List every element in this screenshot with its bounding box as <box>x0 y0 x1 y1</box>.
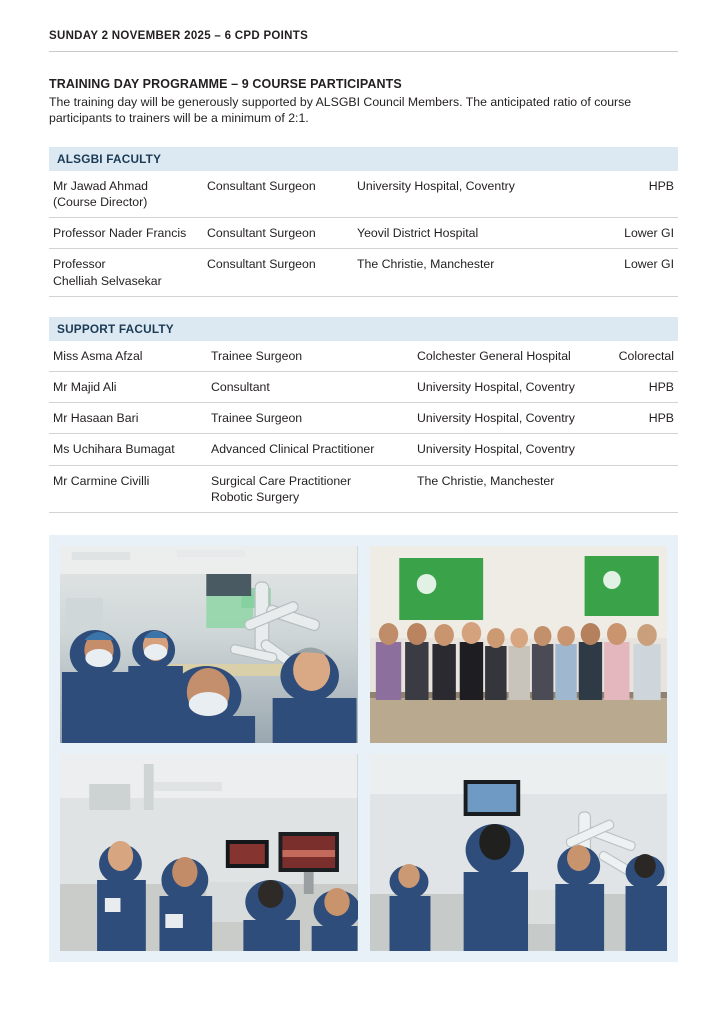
faculty-role: Consultant Surgeon <box>207 218 357 249</box>
section-header-support-faculty <box>49 317 678 341</box>
photo-grid <box>60 546 667 951</box>
table-row <box>49 434 678 465</box>
section-header-alsgbi-faculty <box>49 147 678 171</box>
section-title: SUPPORT FACULTY <box>57 321 174 336</box>
faculty-name-line2: (Course Director) <box>53 195 148 210</box>
faculty-role-line2: Robotic Surgery <box>211 489 300 504</box>
alsgbi-faculty-table <box>49 171 678 297</box>
faculty-speciality: HPB <box>612 171 678 218</box>
support-faculty-table <box>49 341 678 513</box>
programme-title: TRAINING DAY PROGRAMME – 9 COURSE PARTICIPANTS <box>49 77 402 91</box>
section-title: ALSGBI FACULTY <box>57 151 162 166</box>
faculty-name-line1: Professor <box>53 257 106 272</box>
photo-robotic-theatre-team-image <box>60 546 358 743</box>
page-content <box>49 30 678 962</box>
faculty-role: Consultant <box>211 372 417 403</box>
faculty-speciality <box>617 465 678 512</box>
faculty-role: Advanced Clinical Practitioner <box>211 434 417 465</box>
faculty-speciality: Lower GI <box>612 218 678 249</box>
table-row <box>49 372 678 403</box>
faculty-role <box>211 465 417 512</box>
faculty-role: Trainee Surgeon <box>211 341 417 372</box>
programme-description: The training day will be generously supported by ALSGBI Council Members. The anticipated ratio of course participants to trainers will be a minimum of 2:1. <box>49 95 632 126</box>
faculty-name: Mr Hasaan Bari <box>49 403 211 434</box>
table-row <box>49 218 678 249</box>
photo-theatre-robotic-image <box>370 754 668 951</box>
table-row <box>49 341 678 372</box>
photo-theatre-robotic-simulation <box>370 754 668 951</box>
table-row <box>49 465 678 512</box>
photo-group-delegates-green-backdrop <box>370 546 668 743</box>
faculty-institution: Colchester General Hospital <box>417 341 617 372</box>
faculty-role: Consultant Surgeon <box>207 249 357 296</box>
photo-group-delegates-image <box>370 546 668 743</box>
photo-training-room-console-screen <box>60 754 358 951</box>
faculty-name-line1: Professor Nader Francis <box>53 226 187 241</box>
faculty-institution: University Hospital, Coventry <box>357 171 612 218</box>
faculty-role: Consultant Surgeon <box>207 171 357 218</box>
faculty-institution: University Hospital, Coventry <box>417 403 617 434</box>
faculty-name <box>49 171 207 218</box>
faculty-speciality <box>617 434 678 465</box>
table-row <box>49 249 678 296</box>
faculty-name-line2: Chelliah Selvasekar <box>53 273 162 288</box>
faculty-name: Miss Asma Afzal <box>49 341 211 372</box>
faculty-institution: University Hospital, Coventry <box>417 372 617 403</box>
faculty-name: Mr Carmine Civilli <box>49 465 211 512</box>
table-row <box>49 403 678 434</box>
faculty-speciality: HPB <box>617 403 678 434</box>
faculty-speciality: Lower GI <box>612 249 678 296</box>
faculty-role: Trainee Surgeon <box>211 403 417 434</box>
table-row <box>49 171 678 218</box>
faculty-name: Ms Uchihara Bumagat <box>49 434 211 465</box>
faculty-institution: University Hospital, Coventry <box>417 434 617 465</box>
photo-gallery <box>49 535 678 962</box>
faculty-speciality: HPB <box>617 372 678 403</box>
faculty-role-line1: Surgical Care Practitioner <box>211 473 352 488</box>
faculty-name <box>49 218 207 249</box>
faculty-institution: Yeovil District Hospital <box>357 218 612 249</box>
faculty-name: Mr Majid Ali <box>49 372 211 403</box>
intro-block <box>49 77 678 127</box>
faculty-speciality: Colorectal <box>617 341 678 372</box>
faculty-institution: The Christie, Manchester <box>357 249 612 296</box>
photo-robotic-theatre-team <box>60 546 358 743</box>
faculty-name-line1: Mr Jawad Ahmad <box>53 178 149 193</box>
faculty-institution: The Christie, Manchester <box>417 465 617 512</box>
faculty-name <box>49 249 207 296</box>
date-header: SUNDAY 2 NOVEMBER 2025 – 6 CPD POINTS <box>49 30 678 52</box>
photo-training-room-image <box>60 754 358 951</box>
